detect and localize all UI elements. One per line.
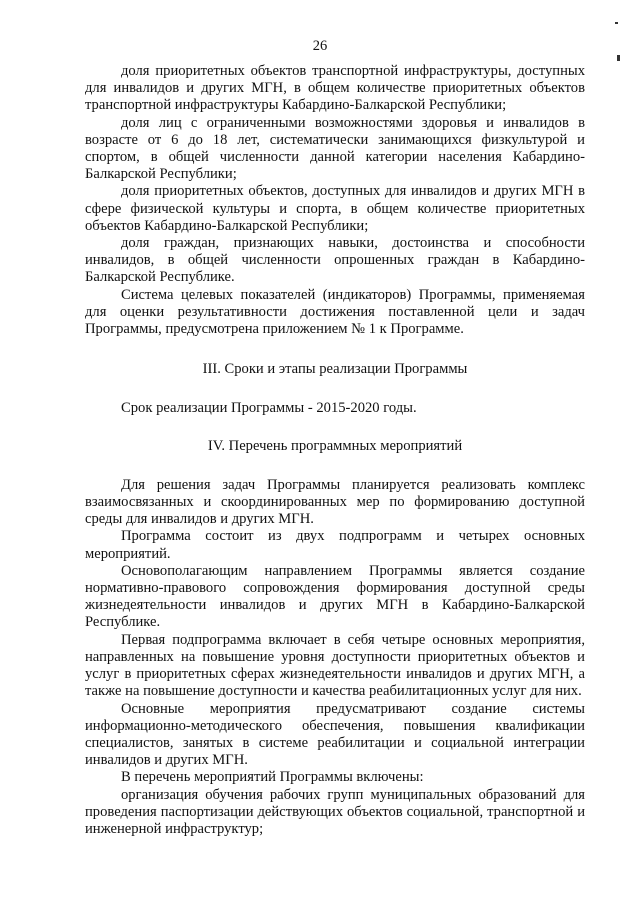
section-heading-4: IV. Перечень программных мероприятий	[207, 437, 463, 454]
scan-mark	[617, 55, 620, 61]
paragraph: Основные мероприятия предусматривают создание системы информационно-методического обеспечения, повышения квалификации специалистов, занятых в системе реабилитации и социальной интеграции инвалидов и других МГН.	[85, 700, 585, 769]
section-heading-3: III. Сроки и этапы реализации Программы	[202, 361, 468, 378]
document-body	[85, 63, 585, 838]
paragraph: Срок реализации Программы - 2015-2020 годы.	[121, 400, 417, 417]
paragraph: Для решения задач Программы планируется реализовать комплекс взаимосвязанных и скоординированных мер по формированию доступной среды для инвалидов и других МГН.	[85, 476, 585, 528]
paragraph: доля граждан, признающих навыки, достоинства и способности инвалидов, в общей численности опрошенных граждан в Кабардино-Балкарской Республике.	[85, 235, 585, 286]
paragraph: Программа состоит из двух подпрограмм и четырех основных мероприятий.	[85, 528, 585, 562]
paragraph: доля лиц с ограниченными возможностями здоровья и инвалидов в возрасте от 6 до 18 лет, систематически занимающихся физкультурой и спортом, в общей численности данной категории населения Кабардино-Балкарской Республики;	[85, 114, 585, 183]
paragraph: Первая подпрограмма включает в себя четыре основных мероприятия, направленных на повышение уровня доступности приоритетных объектов и услуг в приоритетных сферах жизнедеятельности инвалидов и других МГН, а также на повышение доступности и качества реабилитационных услуг для них.	[85, 631, 585, 700]
paragraph: организация обучения рабочих групп муниципальных образований для проведения паспортизации действующих объектов социальной, транспортной и инженерной инфраструктур;	[85, 786, 585, 837]
paragraph: В перечень мероприятий Программы включены:	[121, 769, 424, 786]
page-number: 26	[312, 38, 328, 54]
scan-mark	[615, 22, 618, 24]
paragraph: Основополагающим направлением Программы является создание нормативно-правового сопровождения формирования доступной среды жизнедеятельности инвалидов и других МГН в Кабардино-Балкарской Республике.	[85, 562, 585, 631]
paragraph: доля приоритетных объектов, доступных для инвалидов и других МГН в сфере физической культуры и спорта, в общем количестве приоритетных объектов Кабардино-Балкарской Республики;	[85, 183, 585, 234]
paragraph: Система целевых показателей (индикаторов) Программы, применяемая для оценки результативности достижения поставленной цели и задач Программы, предусмотрена приложением № 1 к Программе.	[85, 286, 585, 338]
paragraph: доля приоритетных объектов транспортной инфраструктуры, доступных для инвалидов и других МГН, в общем количестве приоритетных объектов транспортной инфраструктуры Кабардино-Балкарской Республики;	[85, 63, 585, 114]
